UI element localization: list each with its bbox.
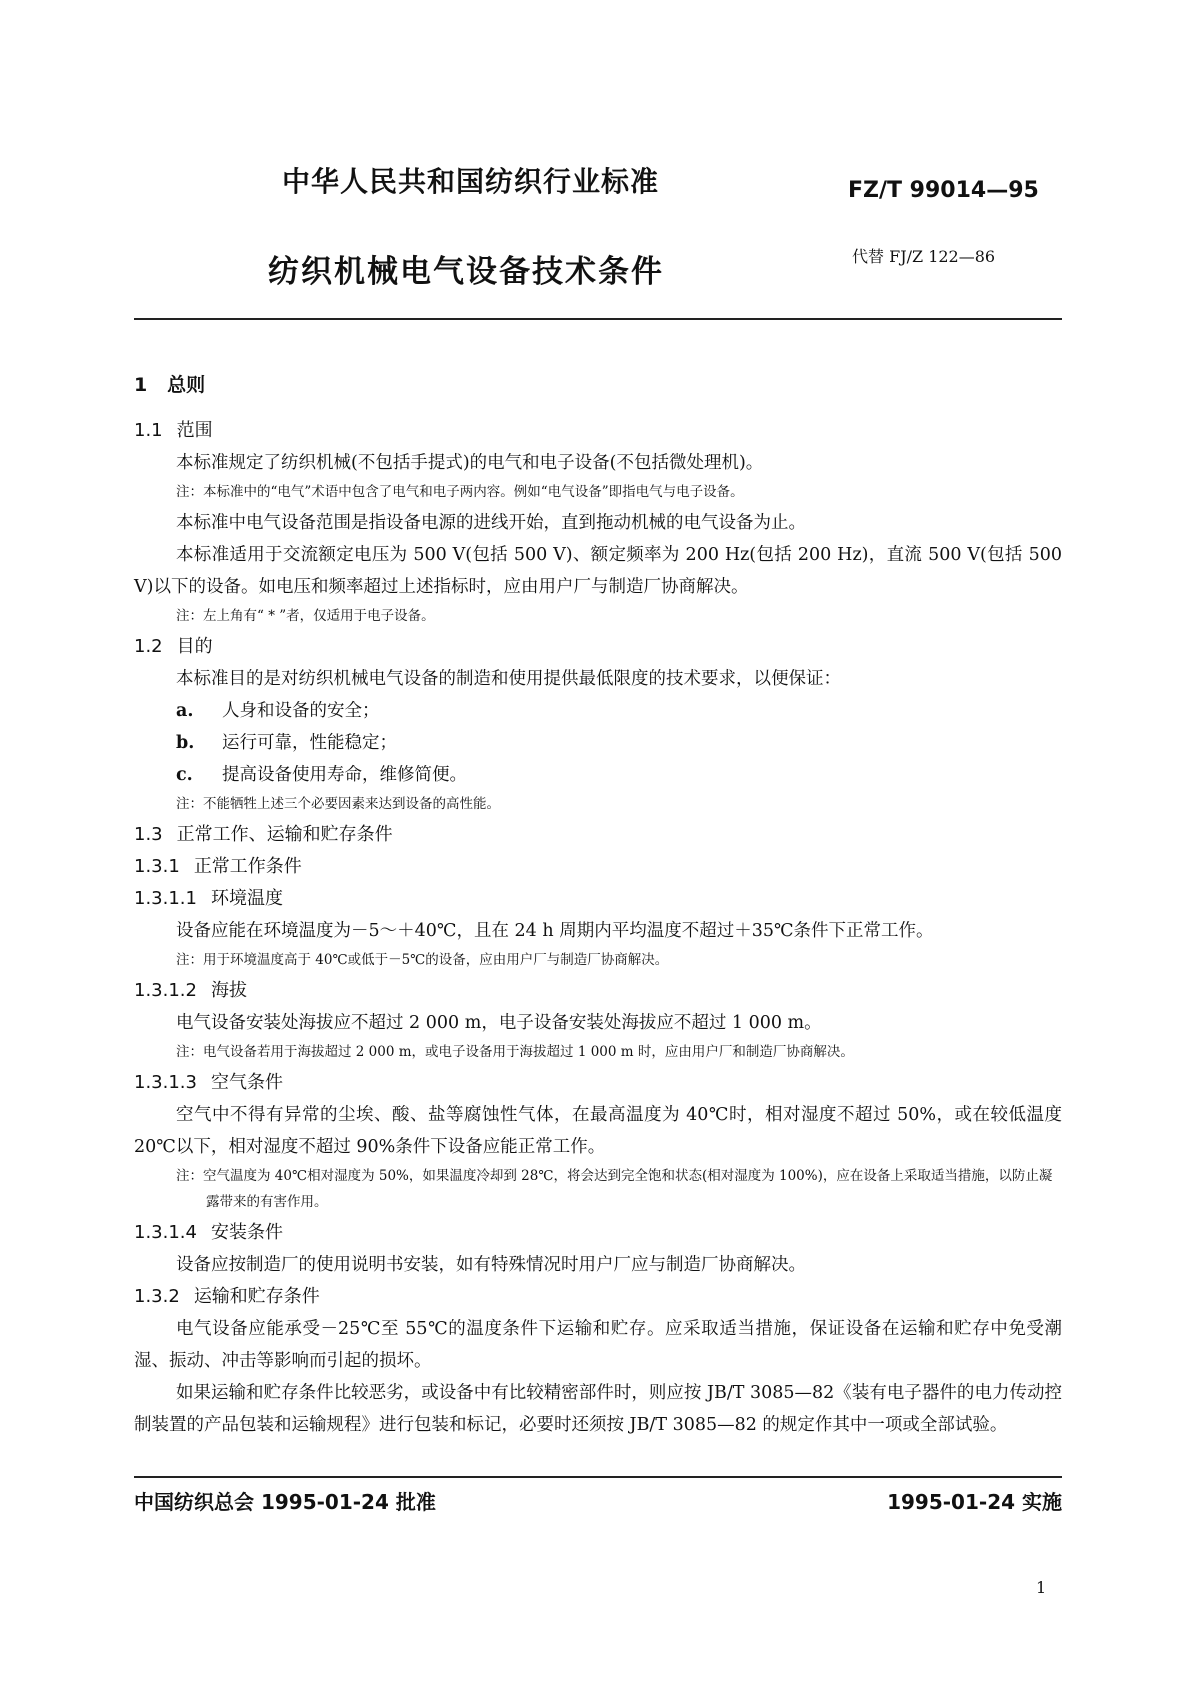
section-number: 1.3.1.4: [134, 1222, 197, 1243]
document-title: 纺织机械电气设备技术条件: [268, 254, 664, 290]
section-number: 1.1: [134, 420, 163, 441]
section-1-3-1-4-heading: [134, 1217, 1062, 1249]
list-text: 人身和设备的安全；: [222, 701, 380, 721]
list-text: 提高设备使用寿命，维修简便。: [222, 765, 467, 785]
section-number: 1: [134, 374, 148, 396]
list-item: [176, 759, 1062, 791]
footer-divider: [134, 1476, 1062, 1478]
section-1-3-heading: [134, 819, 1062, 851]
section-1-2-heading: [134, 631, 1062, 663]
note: 注：用于环境温度高于 40℃或低于－5℃的设备，应由用户厂与制造厂协商解决。: [176, 952, 669, 968]
standard-code: FZ/T 99014—95: [848, 178, 1039, 203]
paragraph: 本标准中电气设备范围是指设备电源的进线开始，直到拖动机械的电气设备为止。: [176, 513, 806, 533]
list-label: a.: [176, 701, 194, 721]
section-number: 1.3.1.2: [134, 980, 197, 1001]
paragraph: 本标准适用于交流额定电压为 500 V(包括 500 V)、额定频率为 200 Hz(包括 200 Hz)，直流 500 V(包括 500 V)以下的设备。如电压和频率超过上述指标时，应由用户厂与制造厂协商解决。: [134, 545, 1062, 597]
note: 注：本标准中的“电气”术语中包含了电气和电子两内容。例如“电气设备”即指电气与电子设备。: [176, 484, 744, 500]
effective-date: 1995-01-24 实施: [887, 1490, 1062, 1514]
note: 注：电气设备若用于海拔超过 2 000 m，或电子设备用于海拔超过 1 000 m 时，应由用户厂和制造厂协商解决。: [176, 1044, 854, 1060]
section-1-heading: [134, 370, 1062, 397]
list-item: [176, 695, 1062, 727]
note: 注：空气温度为 40℃相对湿度为 50%，如果温度冷却到 28℃，将会达到完全饱和状态(相对湿度为 100%)，应在设备上采取适当措施，以防止凝露带来的有害作用。: [176, 1168, 1053, 1210]
section-number: 1.3.1: [134, 856, 180, 877]
section-title: 正常工作条件: [193, 856, 302, 877]
page-number: 1: [1036, 1578, 1047, 1597]
section-1-1-heading: [134, 415, 1062, 447]
paragraph: 本标准目的是对纺织机械电气设备的制造和使用提供最低限度的技术要求，以便保证：: [176, 669, 841, 689]
section-number: 1.3.1.3: [134, 1072, 197, 1093]
paragraph: 如果运输和贮存条件比较恶劣，或设备中有比较精密部件时，则应按 JB/T 3085—82《装有电子器件的电力传动控制装置的产品包装和运输规程》进行包装和标记，必要时还须按 JB/T 3085—82 的规定作其中一项或全部试验。: [134, 1383, 1062, 1435]
section-title: 正常工作、运输和贮存条件: [176, 824, 393, 845]
section-title: 安装条件: [210, 1222, 283, 1243]
section-title: 总则: [167, 374, 206, 396]
paragraph: 本标准规定了纺织机械(不包括手提式)的电气和电子设备(不包括微处理机)。: [176, 453, 764, 473]
approval-line: 中国纺织总会 1995-01-24 批准: [134, 1490, 436, 1514]
section-1-3-1-3-heading: [134, 1067, 1062, 1099]
section-title: 空气条件: [210, 1072, 283, 1093]
section-title: 目的: [176, 636, 213, 657]
paragraph: 电气设备应能承受－25℃至 55℃的温度条件下运输和贮存。应采取适当措施，保证设备在运输和贮存中免受潮湿、振动、冲击等影响而引起的损坏。: [134, 1319, 1062, 1371]
section-number: 1.3.1.1: [134, 888, 197, 909]
section-1-3-1-heading: [134, 851, 1062, 883]
list-label: c.: [176, 765, 193, 785]
issuing-body-title: 中华人民共和国纺织行业标准: [282, 165, 660, 198]
section-title: 海拔: [210, 980, 247, 1001]
section-1-3-2-heading: [134, 1281, 1062, 1313]
section-title: 运输和贮存条件: [193, 1286, 320, 1307]
replaces-standard: 代替 FJ/Z 122—86: [852, 247, 996, 266]
note: 注：不能牺牲上述三个必要因素来达到设备的高性能。: [176, 796, 500, 812]
section-number: 1.2: [134, 636, 163, 657]
section-1-3-1-2-heading: [134, 975, 1062, 1007]
list-item: [176, 727, 1062, 759]
list-text: 运行可靠，性能稳定；: [222, 733, 397, 753]
section-title: 环境温度: [210, 888, 283, 909]
paragraph: 设备应按制造厂的使用说明书安装，如有特殊情况时用户厂应与制造厂协商解决。: [176, 1255, 806, 1275]
section-title: 范围: [176, 420, 213, 441]
paragraph: 空气中不得有异常的尘埃、酸、盐等腐蚀性气体，在最高温度为 40℃时，相对湿度不超过 50%，或在较低温度 20℃以下，相对湿度不超过 90%条件下设备应能正常工作。: [134, 1105, 1062, 1157]
note: 注：左上角有“ * ”者，仅适用于电子设备。: [176, 608, 435, 624]
section-1-3-1-1-heading: [134, 883, 1062, 915]
section-number: 1.3.2: [134, 1286, 180, 1307]
section-number: 1.3: [134, 824, 163, 845]
list-label: b.: [176, 733, 195, 753]
document-body: [134, 370, 1062, 1441]
header-divider: [134, 318, 1062, 320]
paragraph: 设备应能在环境温度为－5～＋40℃，且在 24 h 周期内平均温度不超过＋35℃条件下正常工作。: [176, 921, 934, 941]
paragraph: 电气设备安装处海拔应不超过 2 000 m，电子设备安装处海拔应不超过 1 000 m。: [176, 1013, 822, 1033]
